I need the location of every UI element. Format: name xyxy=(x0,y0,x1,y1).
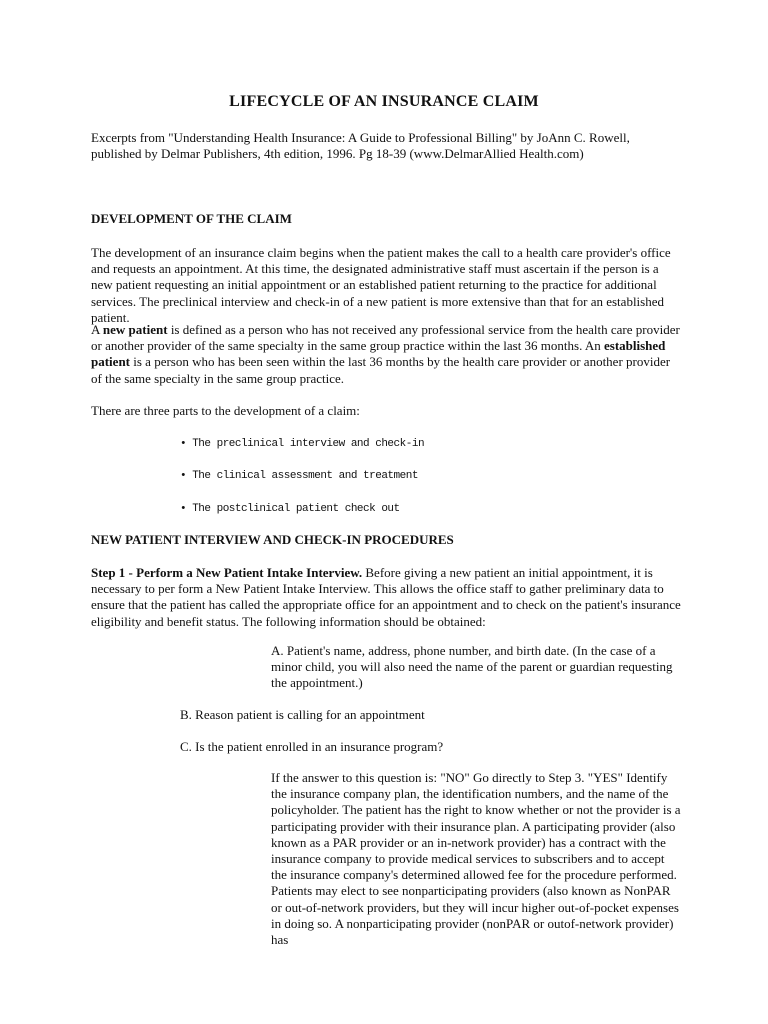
paragraph-development: The development of an insurance claim begins when the patient makes the call to a health care provider's office and requests an appointment. At this time, the designated administrative staff must ascertain if the person is a new patient requesting an initial appointment or an established patient returning to the practice for additional services. The preclinical interview and check-in of a new patient is more extensive than that for an established patient. xyxy=(91,245,671,325)
para2-text-3: is a person who has been seen within the last 36 months by the health care provider or another provider of the same specialty in the same group practice. xyxy=(91,354,671,386)
list-item-a: A. Patient's name, address, phone number, and birth date. (In the case of a minor child, you will also need the name of the parent or guardian requesting the appointment.) xyxy=(271,643,673,691)
bullet-item: • The clinical assessment and treatment xyxy=(180,470,418,482)
bullet-item: • The postclinical patient check out xyxy=(180,503,400,515)
paragraph-insurance-answer: If the answer to this question is: "NO" Go directly to Step 3. "YES" Identify the insurance company plan, the identification numbers, and the name of the policyholder. The patient has the right to know whether or not the provider is a participating provider with their insurance plan. A participating provider (also known as a PAR provider or an in-network provider) has a contract with the insurance company to provide medical services to subscribers and to accept the insurance company's determined allowed fee for the procedure performed. Patients may elect to see nonparticipating providers (also known as NonPAR or out-of-network providers, but they will incur higher out-of-pocket expenses in doing so. A nonparticipating provider (nonPAR or outof-network provider) has xyxy=(271,770,681,948)
term-established-patient: established patient xyxy=(91,338,666,370)
bullet-item: • The preclinical interview and check-in xyxy=(180,438,425,450)
heading-development-of-claim: DEVELOPMENT OF THE CLAIM xyxy=(91,211,292,226)
para2-text-2: is defined as a person who has not received any professional service from the health care provider or another provider of the same specialty in the same group practice within the last 36 months. An xyxy=(91,322,680,354)
step-1-label: Step 1 - Perform a New Patient Intake Interview. xyxy=(91,565,363,580)
list-item-c: C. Is the patient enrolled in an insurance program? xyxy=(180,739,444,754)
paragraph-patient-definitions xyxy=(91,322,681,387)
heading-new-patient-interview: NEW PATIENT INTERVIEW AND CHECK-IN PROCEDURES xyxy=(91,532,454,547)
document-title: LIFECYCLE OF AN INSURANCE CLAIM xyxy=(229,93,539,110)
list-item-b: B. Reason patient is calling for an appointment xyxy=(180,707,425,722)
excerpt-note: Excerpts from "Understanding Health Insurance: A Guide to Professional Billing" by JoAnn C. Rowell, published by Delmar Publishers, 4th edition, 1996. Pg 18-39 (www.DelmarAllied Health.com) xyxy=(91,130,630,162)
para2-text-1: A xyxy=(91,322,103,337)
term-new-patient: new patient xyxy=(102,322,168,337)
paragraph-three-parts: There are three parts to the development of a claim: xyxy=(91,403,360,418)
paragraph-step-1 xyxy=(91,565,681,630)
step-1-text: Before giving a new patient an initial appointment, it is necessary to per form a New Patient Intake Interview. This allows the office staff to gather preliminary data to ensure that the patient has called the appropriate office for an appointment and to check on the patient's insurance eligibility and benefit status. The following information should be obtained: xyxy=(91,565,681,629)
